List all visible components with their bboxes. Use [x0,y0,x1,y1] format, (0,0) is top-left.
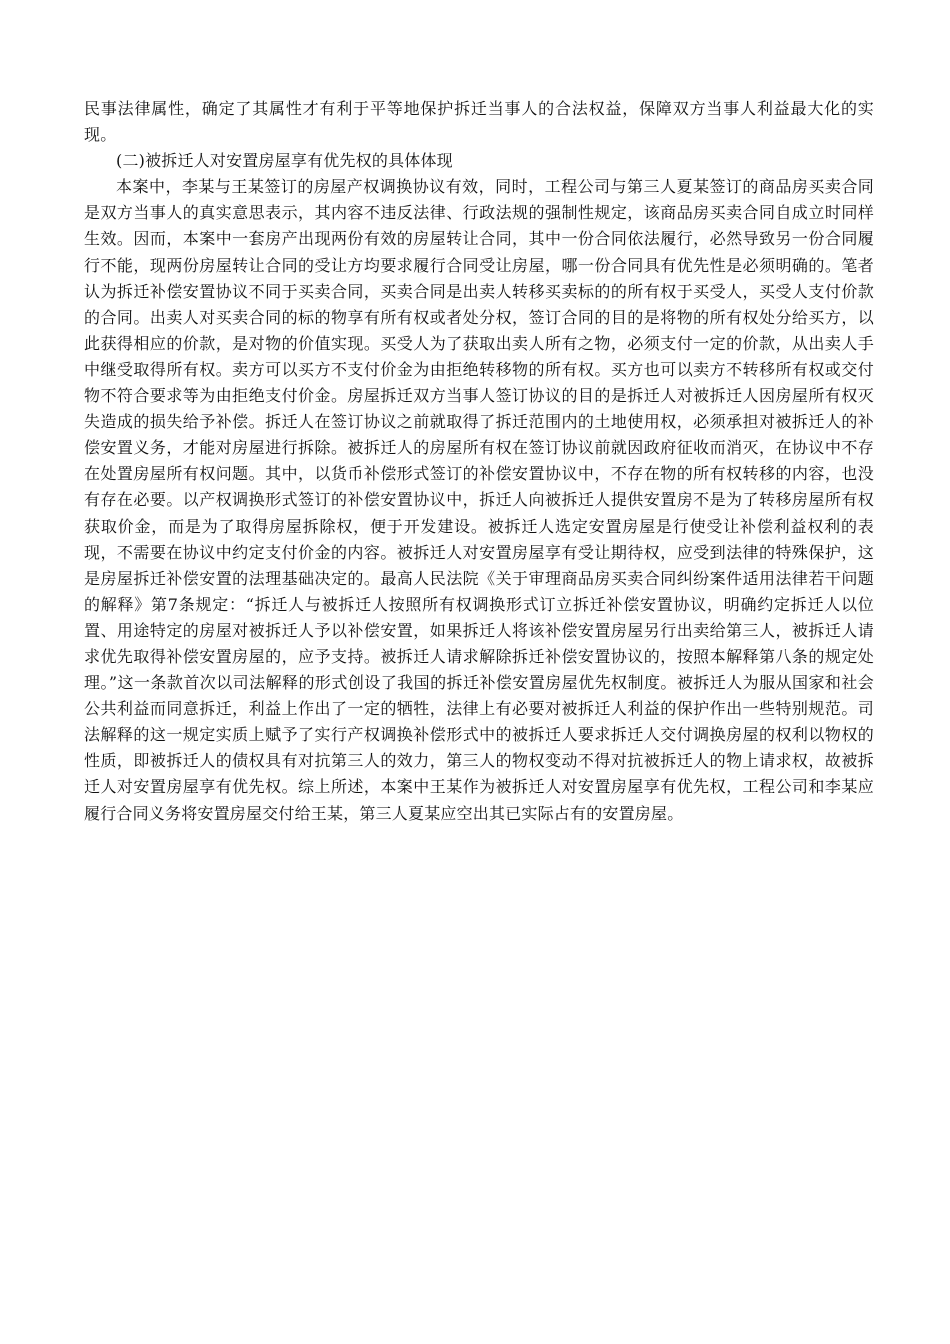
section-heading: (二)被拆迁人对安置房屋享有优先权的具体体现 [116,151,453,171]
document-body [84,96,874,827]
body-paragraph: 本案中，李某与王某签订的房屋产权调换协议有效，同时，工程公司与第三人夏某签订的商品房买卖合同是双方当事人的真实意思表示，其内容不违反法律、行政法规的强制性规定，该商品房买卖合同自成立时同样生效。因而，本案中一套房产出现两份有效的房屋转让合同，其中一份合同依法履行，必然导致另一份合同履行不能，现两份房屋转让合同的受让方均要求履行合同受让房屋，哪一份合同具有优先性是必须明确的。笔者认为拆迁补偿安置协议不同于买卖合同，买卖合同是出卖人转移买卖标的的所有权于买受人，买受人支付价款的合同。出卖人对买卖合同的标的物享有所有权或者处分权，签订合同的目的是将物的所有权处分给买方，以此获得相应的价款，是对物的价值实现。买受人为了获取出卖人所有之物，必须支付一定的价款，从出卖人手中继受取得所有权。卖方可以买方不支付价金为由拒绝转移物的所有权。买方也可以卖方不转移所有权或交付物不符合要求等为由拒绝支付价金。房屋拆迁双方当事人签订协议的目的是拆迁人对被拆迁人因房屋所有权灭失造成的损失给予补偿。拆迁人在签订协议之前就取得了拆迁范围内的土地使用权，必须承担对被拆迁人的补偿安置义务，才能对房屋进行拆除。被拆迁人的房屋所有权在签订协议前就因政府征收而消灭，在协议中不存在处置房屋所有权问题。其中，以货币补偿形式签订的补偿安置协议中，不存在物的所有权转移的内容，也没有存在必要。以产权调换形式签订的补偿安置协议中，拆迁人向被拆迁人提供安置房不是为了转移房屋所有权获取价金，而是为了取得房屋拆除权，便于开发建设。被拆迁人选定安置房屋是行使受让补偿利益权利的表现，不需要在协议中约定支付价金的内容。被拆迁人对安置房屋享有受让期待权，应受到法律的特殊保护，这是房屋拆迁补偿安置的法理基础决定的。最高人民法院《关于审理商品房买卖合同纠纷案件适用法律若干问题的解释》第7条规定：“拆迁人与被拆迁人按照所有权调换形式订立拆迁补偿安置协议，明确约定拆迁人以位置、用途特定的房屋对被拆迁人予以补偿安置，如果拆迁人将该补偿安置房屋另行出卖给第三人，被拆迁人请求优先取得补偿安置房屋的，应予支持。被拆迁人请求解除拆迁补偿安置协议的，按照本解释第八条的规定处理。”这一条款首次以司法解释的形式创设了我国的拆迁补偿安置房屋优先权制度。被拆迁人为服从国家和社会公共利益而同意拆迁，利益上作出了一定的牺牲，法律上有必要对被拆迁人利益的保护作出一些特别规范。司法解释的这一规定实质上赋予了实行产权调换补偿形式中的被拆迁人要求拆迁人交付调换房屋的权利以物权的性质，即被拆迁人的债权具有对抗第三人的效力，第三人的物权变动不得对抗被拆迁人的物上请求权，故被拆迁人对安置房屋享有优先权。综上所述，本案中王某作为被拆迁人对安置房屋享有优先权，工程公司和李某应履行合同义务将安置房屋交付给王某，第三人夏某应空出其已实际占有的安置房屋。 [84,177,874,823]
continued-paragraph: 民事法律属性，确定了其属性才有利于平等地保护拆迁当事人的合法权益，保障双方当事人利益最大化的实现。 [84,99,874,145]
